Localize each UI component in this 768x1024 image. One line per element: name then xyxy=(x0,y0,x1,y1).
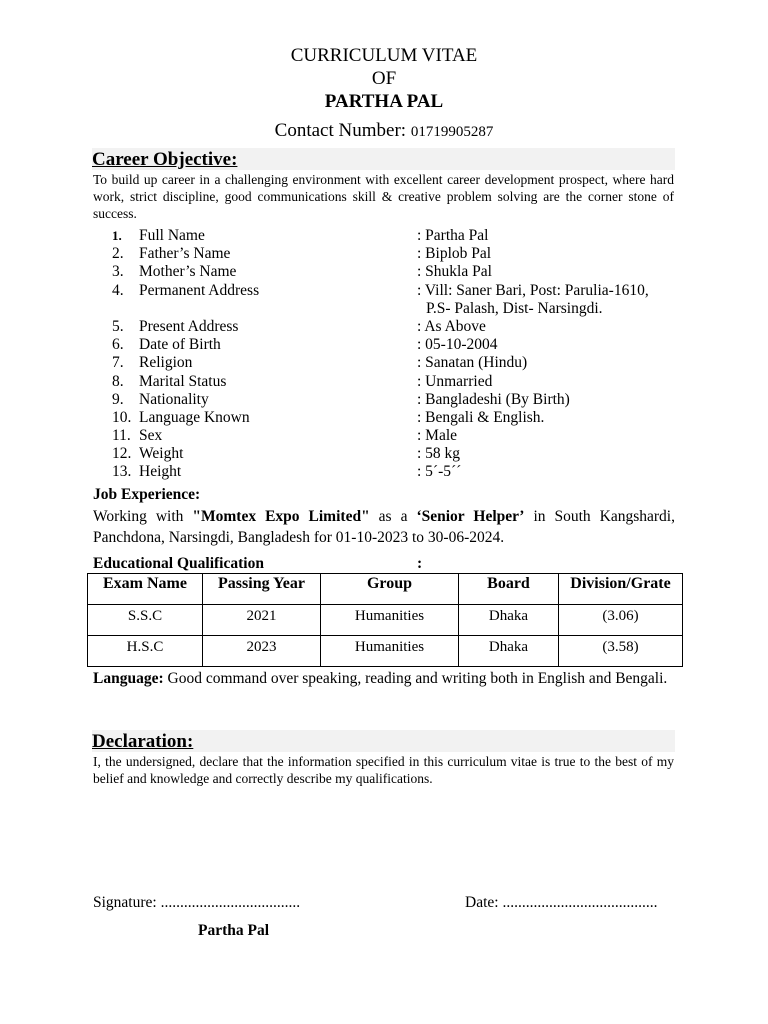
info-label: Present Address xyxy=(139,317,239,335)
info-label: Religion xyxy=(139,354,193,372)
table-cell: (3.58) xyxy=(559,636,683,667)
date-line: Date: ........................................ xyxy=(465,894,658,911)
contact-label: Contact Number: xyxy=(274,120,407,141)
info-label: Language Known xyxy=(139,408,250,426)
info-row xyxy=(0,336,768,354)
column-header: Exam Name xyxy=(88,574,203,605)
table-row xyxy=(88,605,683,636)
career-objective-text: To build up career in a challenging environment with excellent career development prospect, where hard work, strict discipline, good communications skill & creative problem solving are the corner stone of success. xyxy=(93,172,674,221)
cv-title-of: OF xyxy=(371,68,397,89)
education-table xyxy=(87,573,683,667)
personal-info-list xyxy=(0,227,768,482)
info-number: 6. xyxy=(112,336,124,354)
info-row xyxy=(0,445,768,463)
language-label: Language: xyxy=(93,670,164,687)
info-number: 8. xyxy=(112,372,124,390)
language-paragraph xyxy=(93,669,675,688)
company-name: "Momtex Expo Limited" xyxy=(192,508,370,525)
info-value: : Sanatan (Hindu) xyxy=(417,354,528,372)
info-number: 5. xyxy=(112,317,124,335)
column-header: Board xyxy=(459,574,559,605)
table-cell: 2021 xyxy=(203,605,321,636)
table-cell: S.S.C xyxy=(88,605,203,636)
declaration-heading: Declaration: xyxy=(92,730,675,752)
column-header: Group xyxy=(321,574,459,605)
info-number: 12. xyxy=(112,445,132,463)
info-number: 2. xyxy=(112,245,124,263)
job-text-mid: as a xyxy=(369,508,417,525)
info-value: : Shukla Pal xyxy=(417,263,492,281)
job-experience-text xyxy=(93,506,675,548)
info-value: : As Above xyxy=(417,317,486,335)
info-value: : Partha Pal xyxy=(417,227,489,244)
info-label: Mother’s Name xyxy=(139,263,237,281)
info-row xyxy=(0,409,768,427)
job-position: ‘Senior Helper’ xyxy=(416,508,525,525)
info-row xyxy=(0,318,768,336)
info-row xyxy=(0,391,768,409)
info-number: 11. xyxy=(112,427,131,445)
career-objective-heading: Career Objective: xyxy=(92,148,675,170)
info-row xyxy=(0,463,768,481)
info-number: 3. xyxy=(112,263,124,281)
info-number: 13. xyxy=(112,463,132,481)
info-value: : Bengali & English. xyxy=(417,408,545,426)
table-cell: Dhaka xyxy=(459,605,559,636)
info-value: : Bangladeshi (By Birth) xyxy=(417,390,570,408)
info-value: : Vill: Saner Bari, Post: Parulia-1610, xyxy=(417,281,649,299)
signature-line: Signature: .................................... xyxy=(93,894,301,911)
table-cell: Humanities xyxy=(321,605,459,636)
info-label: Father’s Name xyxy=(139,245,231,263)
education-heading: Educational Qualification xyxy=(93,555,264,572)
column-header: Passing Year xyxy=(203,574,321,605)
contact-line xyxy=(0,120,768,143)
info-row xyxy=(0,227,768,245)
cv-name: PARTHA PAL xyxy=(324,91,444,112)
info-row xyxy=(0,263,768,281)
info-value-line2: P.S- Palash, Dist- Narsingdi. xyxy=(426,299,603,317)
info-label: Sex xyxy=(139,427,163,445)
info-row xyxy=(0,427,768,445)
info-value: : Male xyxy=(417,427,458,445)
info-label: Date of Birth xyxy=(139,336,221,354)
job-experience-heading: Job Experience: xyxy=(93,486,201,503)
info-row xyxy=(0,354,768,372)
info-value: : Unmarried xyxy=(417,372,493,390)
info-row xyxy=(0,373,768,391)
info-number: 1. xyxy=(112,228,122,243)
info-label: Marital Status xyxy=(139,372,227,390)
info-value: : 5´-5´´ xyxy=(417,463,462,481)
info-value: : 05-10-2004 xyxy=(417,336,498,354)
column-header: Division/Grate xyxy=(559,574,683,605)
info-value: : 58 kg xyxy=(417,445,461,463)
table-cell: (3.06) xyxy=(559,605,683,636)
info-number: 4. xyxy=(112,281,124,299)
info-label: Permanent Address xyxy=(139,281,260,299)
table-cell: Humanities xyxy=(321,636,459,667)
info-number: 10. xyxy=(112,408,132,426)
declaration-text: I, the undersigned, declare that the information specified in this curriculum vitae is true to the best of my belief and knowledge and correctly describe my qualifications. xyxy=(93,754,674,786)
info-row xyxy=(0,282,768,318)
info-row xyxy=(0,245,768,263)
info-value: : Biplob Pal xyxy=(417,245,492,263)
contact-number: 01719905287 xyxy=(410,124,494,140)
info-label: Height xyxy=(139,463,182,481)
info-number: 9. xyxy=(112,390,124,408)
table-header-row xyxy=(88,574,683,605)
language-text: Good command over speaking, reading and writing both in English and Bengali. xyxy=(163,670,668,687)
table-cell: H.S.C xyxy=(88,636,203,667)
table-cell: Dhaka xyxy=(459,636,559,667)
job-text-pre: Working with xyxy=(93,508,193,525)
info-label: Nationality xyxy=(139,390,209,408)
table-cell: 2023 xyxy=(203,636,321,667)
info-label: Weight xyxy=(139,445,184,463)
table-row xyxy=(88,636,683,667)
signed-name: Partha Pal xyxy=(198,922,270,939)
job-text-post: in South Kangshardi, Panchdona, Narsingdi, Bangladesh for 01-10-2023 to 30-06-2024. xyxy=(93,508,675,546)
education-heading-colon: : xyxy=(417,555,423,572)
info-number: 7. xyxy=(112,354,124,372)
info-label: Full Name xyxy=(139,227,205,244)
cv-title: CURRICULUM VITAE xyxy=(290,45,478,66)
